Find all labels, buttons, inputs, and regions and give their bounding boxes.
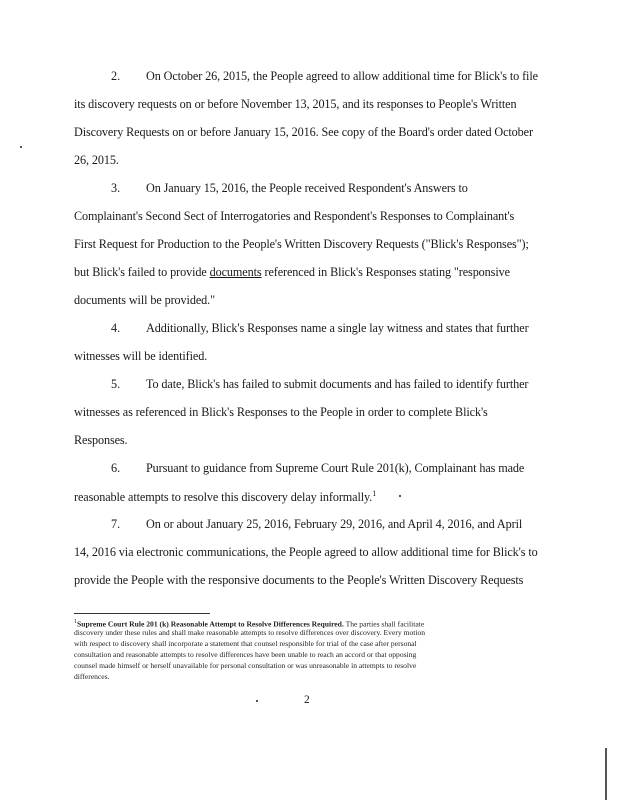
paragraph-5-line-3: Responses. [74, 433, 128, 447]
page-number: 2 [304, 694, 310, 706]
footnote-separator [74, 613, 210, 614]
paragraph-2-number: 2. [111, 69, 121, 83]
footnote-marker: 1 [74, 619, 77, 625]
paragraph-3-number: 3. [111, 181, 121, 195]
footnote-line-6: differences. [74, 672, 110, 681]
paragraph-5-line-1: To date, Blick's has failed to submit documents and has failed to identify further [146, 377, 529, 391]
footnote-line-5: counsel made himself or herself unavailable for personal consultation or was unreasonable in attempts to resolve [74, 661, 417, 670]
paragraph-7-line-1: On or about January 25, 2016, February 29, 2016, and April 4, 2016, and April [146, 517, 523, 531]
scan-speck [256, 700, 258, 702]
footnote-line-2: discovery under these rules and shall make reasonable attempts to resolve differences over discovery. Every motion [74, 628, 426, 637]
paragraph-6-line-2 [74, 489, 376, 505]
footnote-reference: 1 [372, 489, 377, 498]
paragraph-3-line-4b: referenced in Blick's Responses stating "responsive [264, 265, 510, 279]
paragraph-2-line-4: 26, 2015. [74, 153, 119, 167]
paragraph-3-line-4 [74, 265, 510, 280]
paragraph-2-line-2: its discovery requests on or before November 13, 2015, and its responses to People's Written [74, 97, 517, 111]
paragraph-4-line-2: witnesses will be identified. [74, 349, 208, 363]
paragraph-3-line-4a: but Blick's failed to provide [74, 265, 207, 279]
paragraph-6-number: 6. [111, 461, 121, 475]
footnote-line-3: with respect to discovery shall incorporate a statement that counsel responsible for trial of the case after personal [74, 639, 417, 648]
paragraph-7-number: 7. [111, 517, 121, 531]
paragraph-3-line-2: Complainant's Second Sect of Interrogatories and Respondent's Responses to Complainant's [74, 209, 515, 223]
paragraph-5-line-2: witnesses as referenced in Blick's Responses to the People in order to complete Blick's [74, 405, 488, 419]
underlined-documents: documents [209, 265, 262, 279]
paragraph-7-line-3: provide the People with the responsive documents to the People's Written Discovery Requests [74, 573, 524, 587]
footnote-line-4: consultation and reasonable attempts to resolve differences have been unable to reach an accord or that opposing [74, 650, 417, 659]
paragraph-5-number: 5. [111, 377, 121, 391]
paragraph-4-line-1: Additionally, Blick's Responses name a single lay witness and states that further [146, 321, 529, 335]
paragraph-2-line-3: Discovery Requests on or before January 15, 2016. See copy of the Board's order dated October [74, 125, 533, 139]
paragraph-4-number: 4. [111, 321, 121, 335]
footnote-heading: Supreme Court Rule 201 (k) Reasonable Attempt to Resolve Differences Required. [77, 619, 344, 629]
paragraph-6-line-1: Pursuant to guidance from Supreme Court Rule 201(k), Complainant has made [146, 461, 525, 475]
paragraph-3-line-5: documents will be provided." [74, 293, 215, 307]
footnote-line-1-text: The parties shall facilitate [345, 619, 425, 629]
paragraph-6-line-2-text: reasonable attempts to resolve this discovery delay informally. [74, 490, 373, 505]
paragraph-2-line-1: On October 26, 2015, the People agreed to allow additional time for Blick's to file [146, 69, 538, 83]
scan-speck [399, 495, 401, 497]
paragraph-7-line-2: 14, 2016 via electronic communications, the People agreed to allow additional time for Blick's to [74, 545, 538, 559]
paragraph-3-line-1: On January 15, 2016, the People received Respondent's Answers to [146, 181, 468, 195]
scan-edge-mark [605, 748, 607, 800]
paragraph-3-line-3: First Request for Production to the People's Written Discovery Requests ("Blick's Responses"); [74, 237, 529, 251]
scan-speck [20, 146, 22, 148]
